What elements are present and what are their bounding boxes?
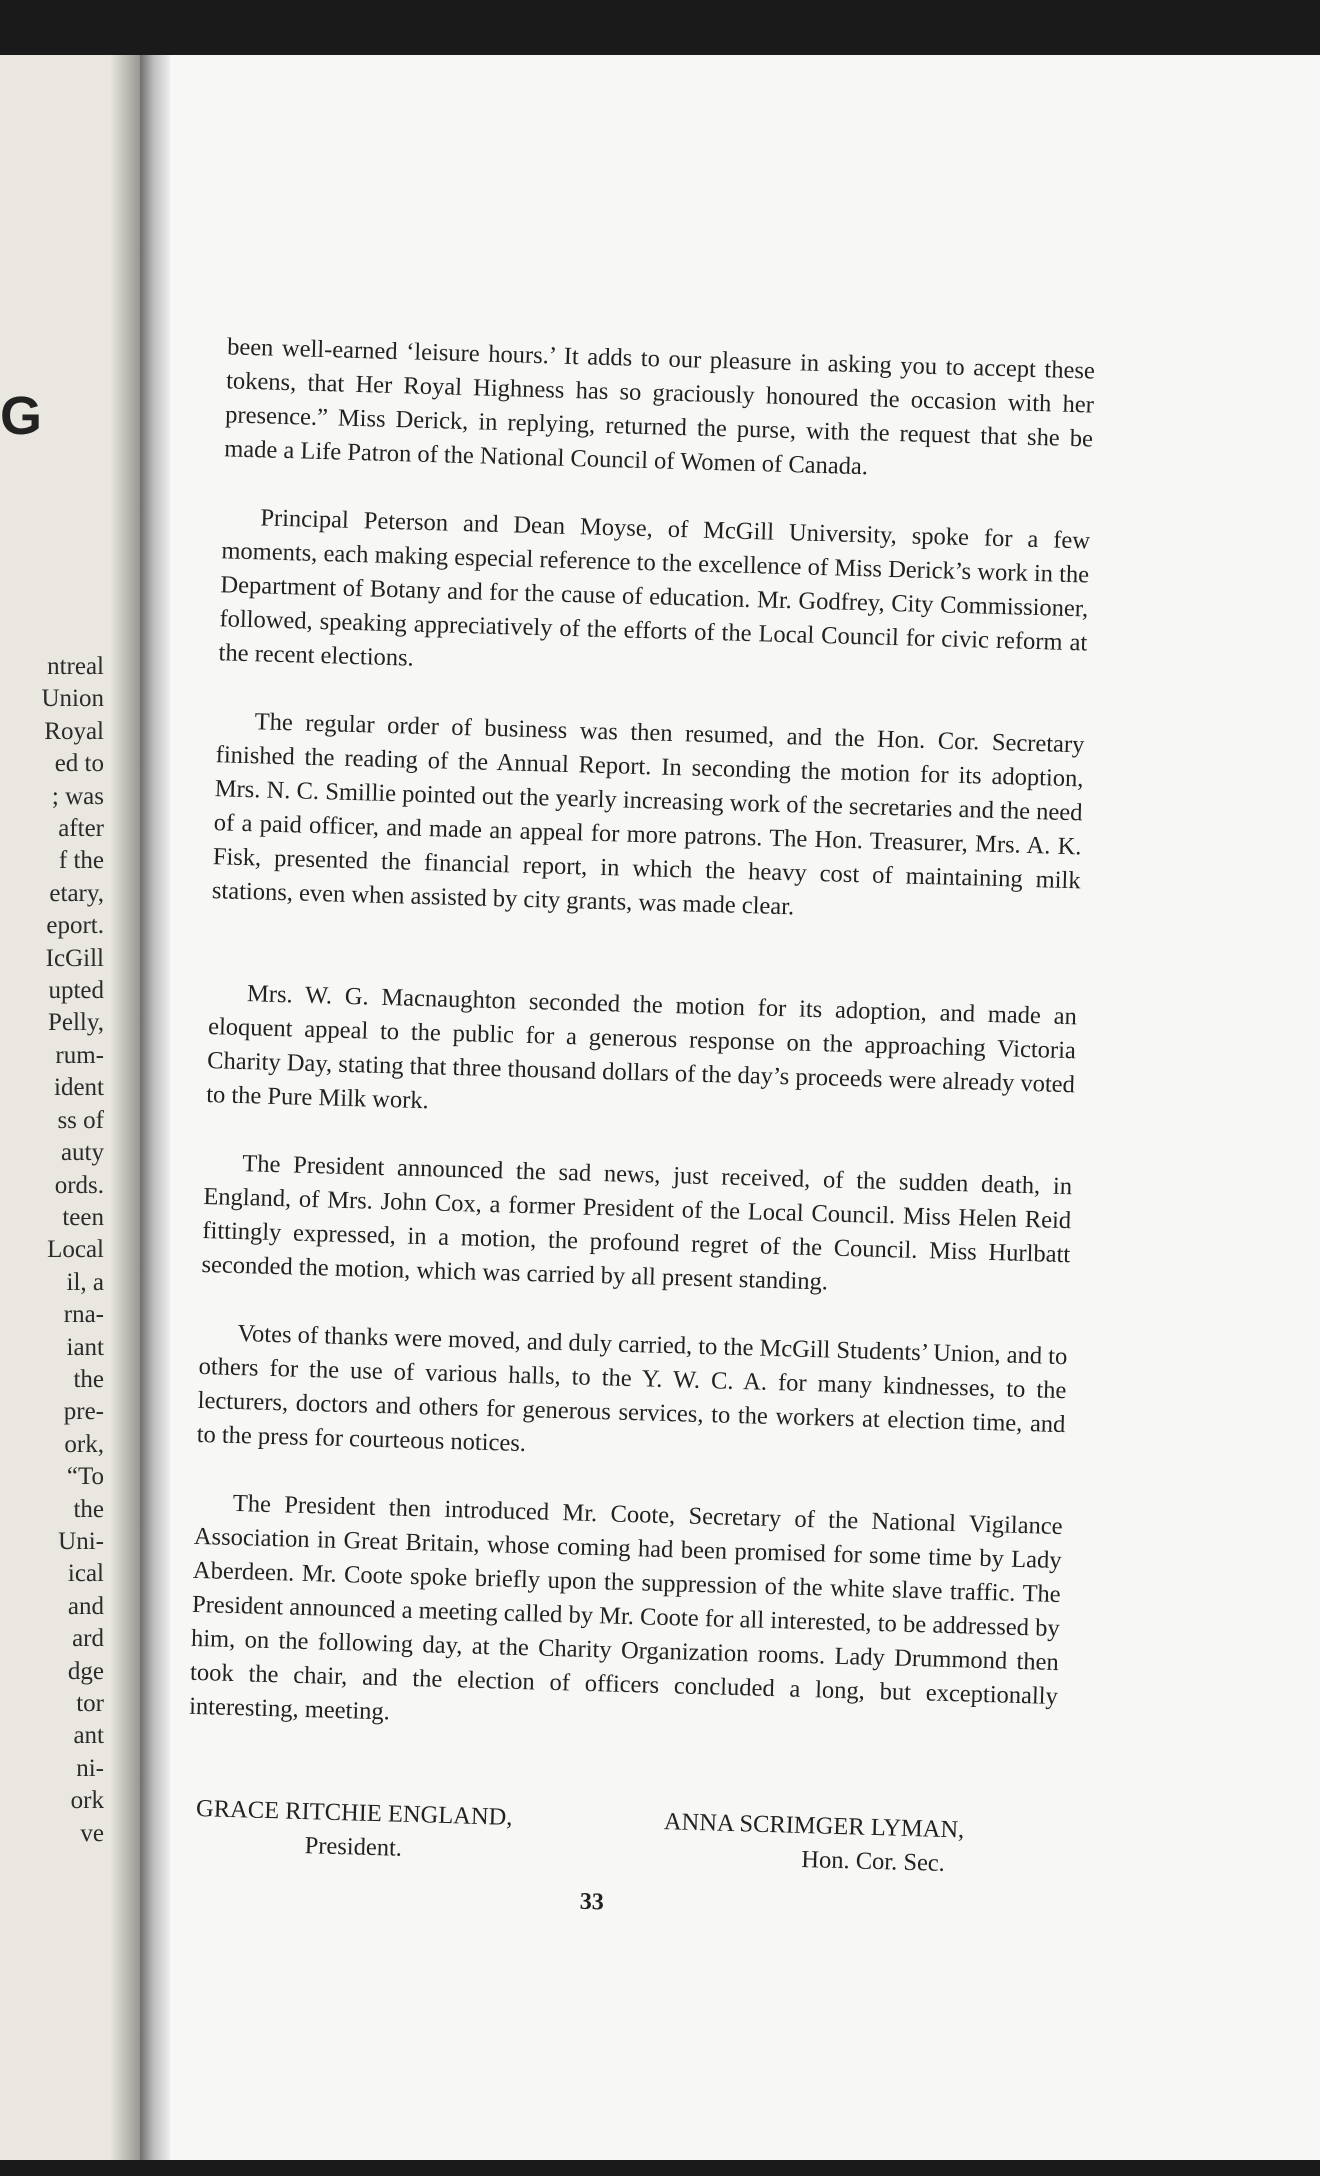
left-fragment-line: ard [72, 1625, 104, 1653]
signature-title: Hon. Cor. Sec. [800, 1845, 946, 1877]
left-fragment-line: ed to [54, 750, 104, 778]
signature-secretary [603, 1803, 1025, 1883]
signature-name: ANNA SCRIMGER LYMAN, [663, 1808, 965, 1844]
signature-title: President. [304, 1832, 403, 1862]
left-fragment-line: ork, [64, 1430, 104, 1458]
paragraph: The regular order of business was then resumed, and the Hon. Cor. Secretary finished the reading of the Annual Report. In seconding the motion for its adoption, Mrs. N. C. Smillie pointed out the yearly increasing work of the secretaries and the need of a paid officer, and made an appeal for more patrons. The Hon. Treasurer, Mrs. A. K. Fisk, presented the financial report, in which the heavy cost of maintaining milk stations, even when assisted by city grants, was made clear. [211, 708, 1085, 921]
page-number: 33 [579, 1888, 605, 1916]
left-fragment-line: eport. [46, 912, 104, 940]
left-fragment-line: upted [48, 977, 104, 1005]
left-fragment-line: Pelly, [47, 1009, 104, 1037]
left-fragment-line: ss of [57, 1106, 104, 1134]
left-fragment-line: Royal [44, 717, 104, 745]
paragraph: Mrs. W. G. Macnaughton seconded the motion for its adoption, and made an eloquent appeal to the public for a generous response on the approaching Victoria Charity Day, stating that three thousand dollars of the day’s proceeds were already voted to the Pure Milk work. [205, 980, 1078, 1115]
left-page-fragment [0, 55, 140, 2160]
left-fragment-line: ve [80, 1819, 104, 1847]
paragraph: Principal Peterson and Dean Moyse, of McGill University, spoke for a few moments, each making especial reference to the excellence of Miss Derick’s work in the Department of Botany and for the cause of education. Mr. Godfrey, City Commissioner, followed, speaking appreciatively of the efforts of the Local Council for civic reform at the recent elections. [218, 504, 1091, 672]
left-fragment-line: “To [66, 1463, 104, 1491]
left-fragment-line: ident [54, 1074, 104, 1102]
left-fragment-line: ical [67, 1560, 104, 1588]
left-fragment-line: pre- [63, 1398, 104, 1426]
left-fragment-line: ni- [76, 1754, 104, 1782]
left-fragment-line: ords. [54, 1171, 104, 1199]
left-fragment-line: iant [66, 1333, 104, 1361]
page-body [135, 39, 1320, 2175]
paragraph: The President announced the sad news, just received, of the sudden death, in England, of Mrs. John Cox, a former President of the Local Council. Miss Helen Reid fittingly expressed, in a motion, the profound regret of the Council. Miss Hurlbatt seconded the motion, which was carried by all present standing. [201, 1150, 1073, 1296]
page-curl-shadow [110, 55, 140, 2160]
signature-president [143, 1791, 565, 1871]
left-fragment-line: Union [41, 685, 104, 713]
paragraph: been well-earned ‘leisure hours.’ It adds to our pleasure in asking you to accept these tokens, that Her Royal Highness has so graciously honoured the occasion with her presence.” Miss Derick, in replying, returned the purse, with the request that she be made a Life Patron of the National Council of Women of Canada. [223, 333, 1096, 481]
left-fragment-line: the [73, 1495, 104, 1523]
left-page-heading-letter: G [0, 386, 43, 446]
left-fragment-line: after [58, 815, 104, 843]
paragraph: Votes of thanks were moved, and duly carried, to the McGill Students’ Union, and to others for the use of various halls, to the Y. W. C. A. for many kindnesses, to the lecturers, doctors and others for generous services, to the workers at election time, and to the press for courteous notices. [196, 1320, 1068, 1458]
left-fragment-line: tor [76, 1690, 104, 1717]
left-fragment-line: teen [62, 1203, 104, 1231]
left-page-text-fragments [42, 651, 105, 1850]
left-fragment-line: and [67, 1592, 104, 1620]
left-fragment-line: ; was [51, 782, 104, 810]
left-fragment-line: rna- [63, 1301, 104, 1329]
left-fragment-line: auty [60, 1139, 104, 1167]
left-fragment-line: rum- [55, 1041, 104, 1069]
left-fragment-line: Uni- [58, 1527, 104, 1555]
right-page [170, 55, 1320, 2160]
signature-name: GRACE RITCHIE ENGLAND, [195, 1795, 513, 1831]
paragraph: The President then introduced Mr. Coote, Secretary of the National Vigilance Association in Great Britain, whose coming had been promised for some time by Lady Aberdeen. Mr. Coote spoke briefly upon the suppression of the white slave traffic. The President announced a meeting called by Mr. Coote for all interested, to be addressed by him, on the following day, at the Charity Organization rooms. Lady Drummond then took the chair, and the election of officers concluded a long, but exceptionally interesting, meeting. [188, 1489, 1063, 1726]
left-fragment-line: the [73, 1365, 104, 1393]
left-fragment-line: ntreal [47, 653, 104, 680]
left-fragment-line: IcGill [45, 944, 104, 972]
left-fragment-line: etary, [49, 879, 104, 907]
left-fragment-line: il, a [66, 1268, 104, 1296]
left-fragment-line: f the [58, 847, 104, 875]
left-fragment-line: ant [73, 1722, 104, 1750]
left-fragment-line: ork [70, 1787, 104, 1815]
left-fragment-line: Local [47, 1236, 104, 1264]
left-fragment-line: dge [67, 1657, 104, 1685]
